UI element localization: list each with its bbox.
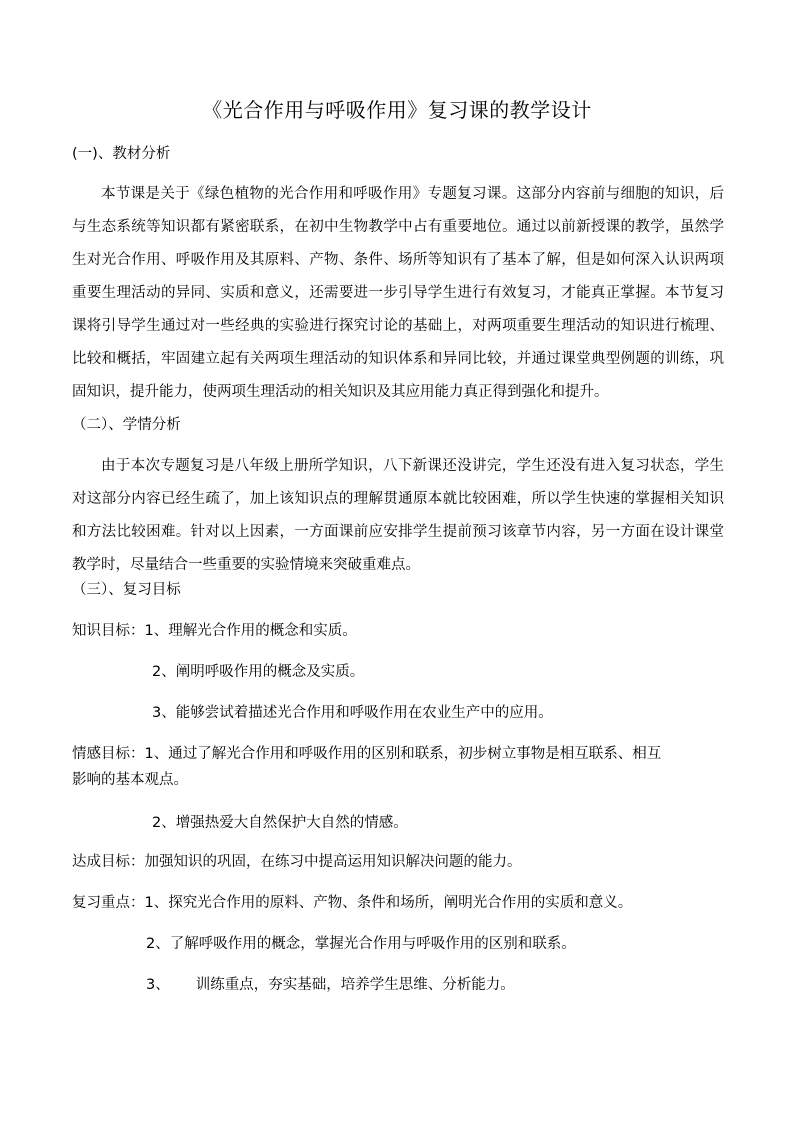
knowledge-goal-item-1: 1、理解光合作用的概念和实质。: [144, 623, 357, 639]
knowledge-goal-item-2: 2、阐明呼吸作用的概念及实质。: [152, 664, 365, 680]
review-focus-row: [72, 893, 632, 913]
achieve-goal-label: 达成目标：: [72, 854, 145, 870]
review-focus-label: 复习重点：: [72, 895, 145, 911]
emotion-goal-row: [72, 744, 661, 764]
knowledge-goal-item-3: 3、能够尝试着描述光合作用和呼吸作用在农业生产中的应用。: [152, 705, 553, 721]
section1-paragraph: 本节课是关于《绿色植物的光合作用和呼吸作用》专题复习课。这部分内容前与细胞的知识，后与生态系统等知识都有紧密联系，在初中生物教学中占有重要地位。通过以前新授课的教学，虽然学生对光合作用、呼吸作用及其原料、产物、条件、场所等知识有了基本了解，但是如何深入认识两项重要生理活动的异同、实质和意义，还需要进一步引导学生进行有效复习，才能真正掌握。本节复习课将引导学生通过对一些经典的实验进行探究讨论的基础上，对两项重要生理活动的知识进行梳理、比较和概括，牢固建立起有关两项生理活动的知识体系和异同比较，并通过课堂典型例题的训练，巩固知识，提升能力，使两项生理活动的相关知识及其应用能力真正得到强化和提升。: [72, 186, 724, 400]
review-focus-item-3-number: 3、: [146, 977, 170, 993]
review-focus-item-1: 1、探究光合作用的原料、产物、条件和场所，阐明光合作用的实质和意义。: [144, 895, 633, 911]
section2-heading: （二）、学情分析: [72, 417, 181, 433]
achieve-goal-row: [72, 852, 522, 872]
section2-paragraph: 由于本次专题复习是八年级上册所学知识，八下新课还没讲完，学生还没有进入复习状态，学生对这部分内容已经生疏了，加上该知识点的理解贯通原本就比较困难，所以学生快速的掌握相关知识和方法比较困难。针对以上因素，一方面课前应安排学生提前预习该章节内容，另一方面在设计课堂教学时，尽量结合一些重要的实验情境来突破重难点。: [72, 458, 724, 573]
review-focus-item-3-text: 训练重点，夯实基础，培养学生思维、分析能力。: [195, 977, 515, 993]
document-title: 《光合作用与呼吸作用》复习课的教学设计: [202, 98, 592, 122]
knowledge-goal-label: 知识目标：: [72, 623, 145, 639]
emotion-goal-item-1-line2: 影响的基本观点。: [72, 772, 188, 788]
section1-heading: (一)、教材分析: [72, 146, 171, 162]
knowledge-goal-row: [72, 621, 357, 641]
achieve-goal-text: 加强知识的巩固，在练习中提高运用知识解决问题的能力。: [144, 854, 522, 870]
review-focus-item-3: [146, 975, 515, 995]
emotion-goal-item-2: 2、增强热爱大自然保护大自然的情感。: [152, 815, 408, 831]
review-focus-item-2: 2、了解呼吸作用的概念，掌握光合作用与呼吸作用的区别和联系。: [146, 936, 576, 952]
section3-heading: （三）、复习目标: [72, 582, 181, 598]
emotion-goal-label: 情感目标：: [72, 746, 145, 762]
emotion-goal-item-1-line1: 1、通过了解光合作用和呼吸作用的区别和联系，初步树立事物是相互联系、相互: [144, 746, 662, 762]
